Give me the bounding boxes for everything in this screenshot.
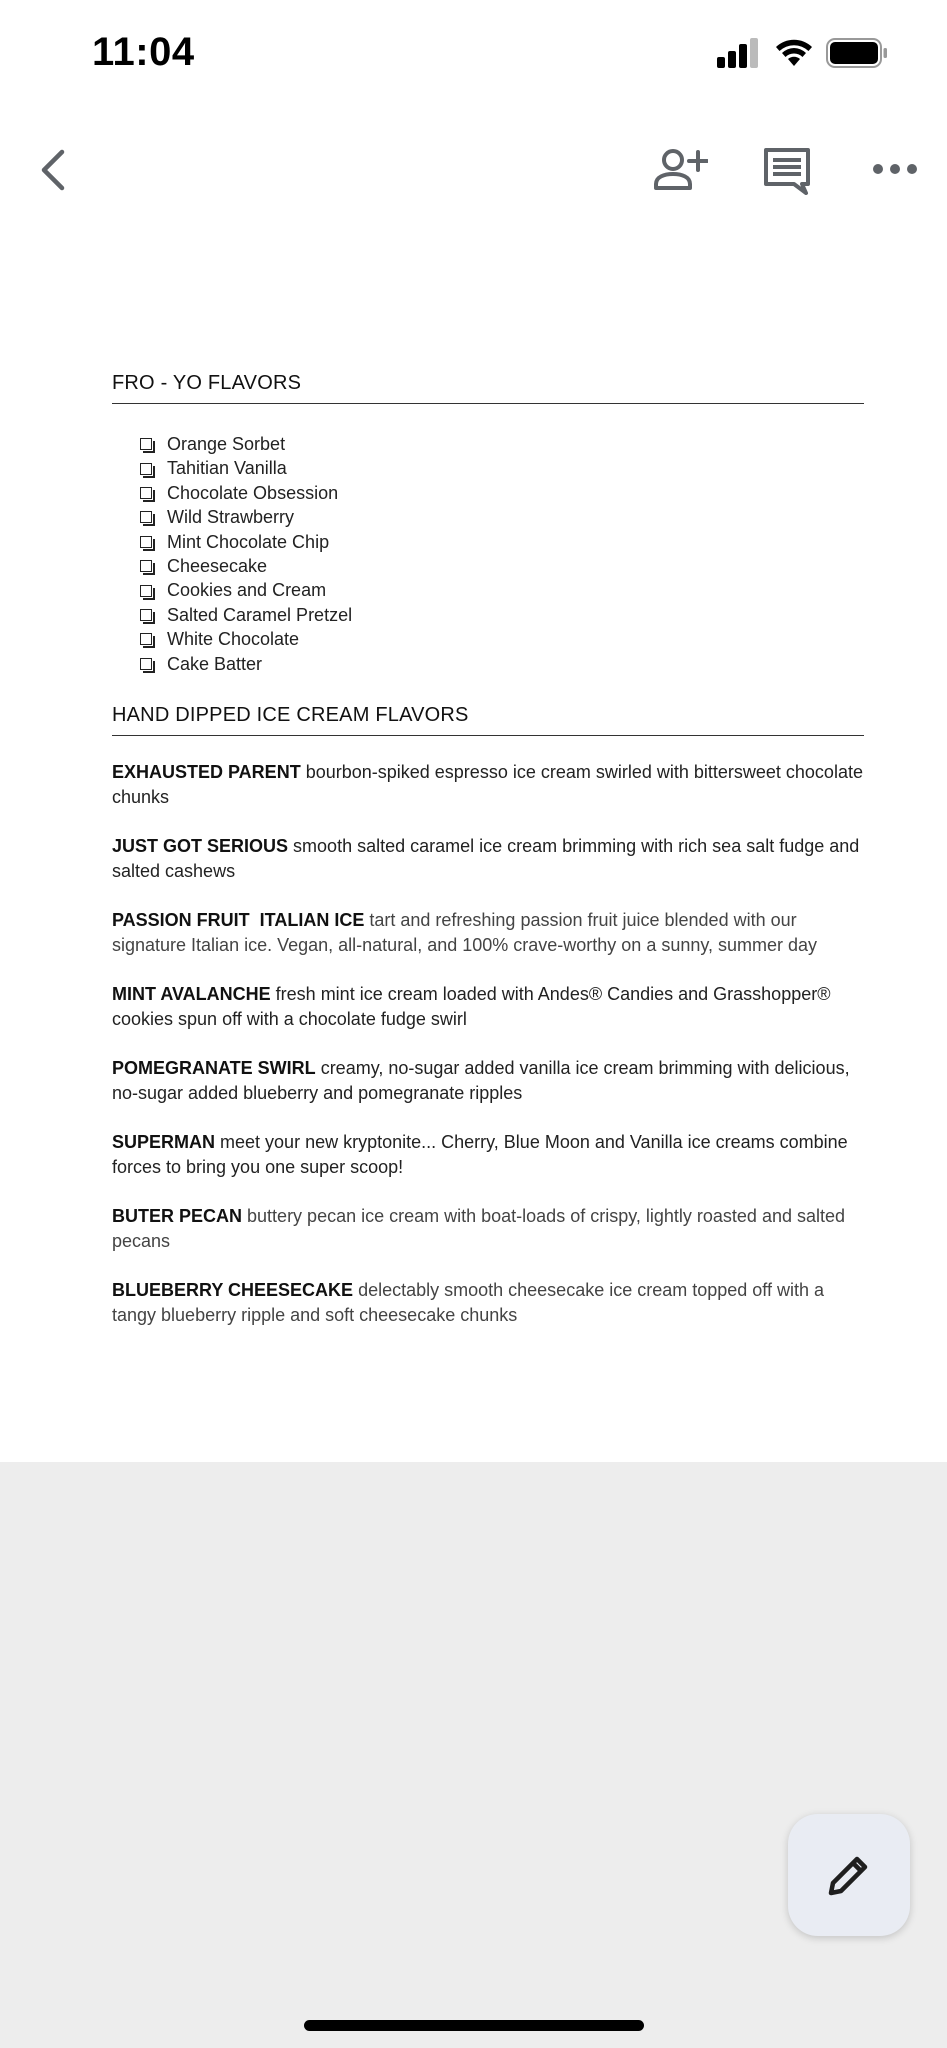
checkbox-bullet-icon [140, 511, 152, 523]
list-item: Wild Strawberry [140, 505, 864, 529]
checkbox-bullet-icon [140, 536, 152, 548]
flavor-entry: EXHAUSTED PARENT bourbon-spiked espresso ice cream swirled with bittersweet chocolate chunks [112, 762, 863, 808]
froyo-section-title: FRO - YO FLAVORS [112, 372, 864, 404]
checkbox-bullet-icon [140, 585, 152, 597]
flavor-entry: PASSION FRUIT ITALIAN ICE tart and refreshing passion fruit juice blended with our signature Italian ice. Vegan, all-natural, and 100% crave-worthy on a sunny, summer day [112, 910, 818, 956]
checkbox-bullet-icon [140, 633, 152, 645]
list-item: Chocolate Obsession [140, 481, 864, 505]
comment-icon[interactable] [762, 146, 812, 196]
document-body [112, 372, 864, 1352]
wifi-icon [774, 36, 814, 68]
flavor-entry: POMEGRANATE SWIRL creamy, no-sugar added vanilla ice cream brimming with delicious, no-sugar added blueberry and pomegranate ripples [112, 1058, 850, 1104]
more-horizontal-icon[interactable] [872, 158, 918, 180]
checkbox-bullet-icon [140, 609, 152, 621]
checkbox-bullet-icon [140, 658, 152, 670]
list-item: Cake Batter [140, 652, 864, 676]
list-item: Cookies and Cream [140, 578, 864, 602]
flavor-entry: BUTER PECAN buttery pecan ice cream with boat-loads of crispy, lightly roasted and salted pecans [112, 1206, 846, 1252]
home-indicator[interactable] [304, 2020, 644, 2031]
signal-icon [717, 38, 757, 68]
checkbox-bullet-icon [140, 487, 152, 499]
hand-dipped-section-title: HAND DIPPED ICE CREAM FLAVORS [112, 704, 864, 736]
checkbox-bullet-icon [140, 463, 152, 475]
checkbox-bullet-icon [140, 438, 152, 450]
flavor-entry: MINT AVALANCHE fresh mint ice cream loaded with Andes® Candies and Grasshopper® cookies spun off with a chocolate fudge swirl [112, 984, 831, 1030]
chevron-left-icon[interactable] [36, 148, 70, 192]
flavor-entry: BLUEBERRY CHEESECAKE delectably smooth cheesecake ice cream topped off with a tangy blueberry ripple and soft cheesecake chunks [112, 1280, 824, 1326]
status-time: 11:04 [92, 30, 195, 74]
list-item: Tahitian Vanilla [140, 456, 864, 480]
pencil-icon [823, 1849, 875, 1901]
list-item: Cheesecake [140, 554, 864, 578]
list-item: Salted Caramel Pretzel [140, 603, 864, 627]
list-item: Mint Chocolate Chip [140, 530, 864, 554]
add-person-icon[interactable] [652, 146, 708, 194]
froyo-flavor-list [112, 432, 864, 676]
edit-button[interactable] [788, 1814, 910, 1936]
list-item: White Chocolate [140, 627, 864, 651]
flavor-entry: JUST GOT SERIOUS smooth salted caramel ice cream brimming with rich sea salt fudge and salted cashews [112, 836, 860, 882]
hand-dipped-flavor-list [112, 760, 864, 1328]
checkbox-bullet-icon [140, 560, 152, 572]
battery-icon [826, 38, 888, 68]
flavor-entry: SUPERMAN meet your new kryptonite... Cherry, Blue Moon and Vanilla ice creams combine forces to bring you one super scoop! [112, 1132, 848, 1178]
list-item: Orange Sorbet [140, 432, 864, 456]
